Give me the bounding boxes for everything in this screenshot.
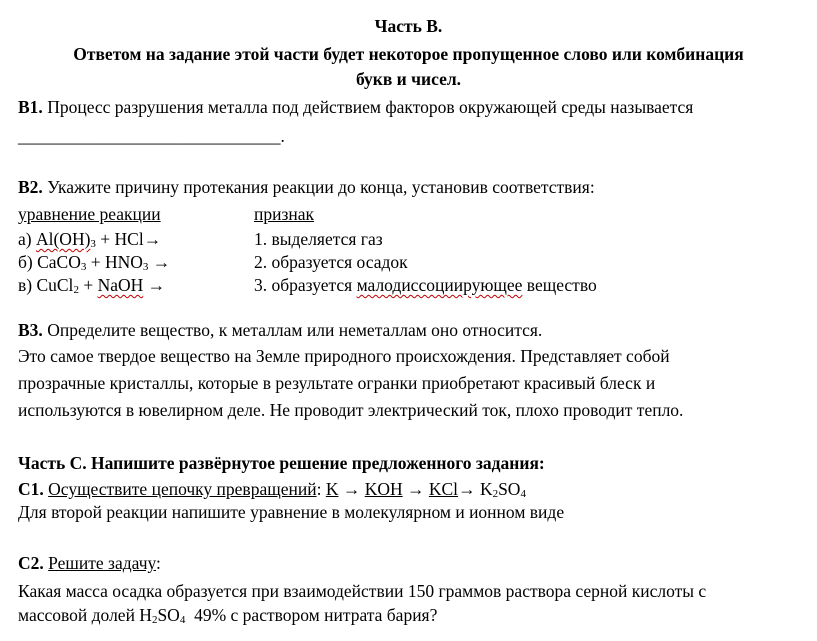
b2-row-b-equation: б) CaCO$_3$ + $HNO_3$ →: [18, 252, 171, 273]
b2-text: Укажите причину протекания реакции до конца, установив соответствия:: [42, 177, 595, 197]
b2-row-a-sign: 1. выделяется газ: [254, 229, 383, 249]
c2-label: С2.: [18, 553, 44, 573]
b2-header-row: [18, 204, 798, 224]
b2-row-a-equation: а) $Al(OH)_3 + HCl\to$: [18, 229, 162, 250]
b2-question: [18, 177, 595, 197]
b1-answer-blank: ______________________________.: [18, 126, 285, 146]
c1-chain-kcl: KCl: [428, 479, 459, 499]
b2-row-c: [18, 275, 798, 295]
c2-problem-line1: Какая масса осадка образуется при взаимодействии 150 граммов раствора серной кислоты с: [18, 581, 707, 601]
part-b-instruction-line1: Ответом на задание этой части будет некоторое пропущенное слово или комбинация: [73, 44, 744, 64]
b2-row-a: [18, 229, 798, 249]
c2-task: Решите задачу: [48, 553, 157, 573]
b3-paragraph-line2: прозрачные кристаллы, которые в результате огранки приобретают красивый блеск и: [18, 373, 656, 393]
part-c-title: Часть С. Напишите развёрнутое решение предложенного задания:: [18, 453, 545, 473]
c2-question: С2. Решите задачу:: [18, 553, 161, 573]
b2-column-sign: признак: [254, 204, 315, 224]
b1-text: Процесс разрушения металла под действием факторов окружающей среды называется: [42, 97, 694, 117]
c1-note: Для второй реакции напишите уравнение в молекулярном и ионном виде: [18, 502, 565, 522]
b2-row-b-sign: 2. образуется осадок: [254, 252, 408, 272]
b2-column-equation: уравнение реакции: [18, 204, 161, 224]
b3-paragraph-line3: используются в ювелирном деле. Не проводит электрический ток, плохо проводит тепло.: [18, 400, 684, 420]
c1-label: С1.: [18, 479, 44, 499]
b3-label: В3.: [18, 320, 43, 340]
b1-question: [18, 97, 693, 117]
b2-row-c-sign: 3. образуется малодиссоциирующее вещество: [254, 275, 597, 295]
c1-question: С1. Осуществите цепочку превращений: K → KOH → $KCl\to K_2SO_4$: [18, 479, 526, 500]
c1-chain-k: K: [325, 479, 339, 499]
c2-problem-line2: массовой долей $H_2SO_4$ 49% с раствором нитрата бария?: [18, 605, 438, 626]
c1-task: Осуществите цепочку превращений: [48, 479, 317, 499]
b2-label: В2.: [18, 177, 43, 197]
b2-row-b: [18, 252, 798, 272]
b3-paragraph-line1: Это самое твердое вещество на Земле природного происхождения. Представляет собой: [18, 346, 670, 366]
c1-chain-koh: KOH: [364, 479, 403, 499]
part-b-title: Часть В.: [374, 16, 443, 36]
b3-text: Определите вещество, к металлам или неметаллам оно относится.: [42, 320, 543, 340]
part-b-instruction-line2: букв и чисел.: [355, 69, 462, 89]
b1-label: В1.: [18, 97, 43, 117]
b2-row-c-equation: в) CuCl$_2$ + NaOH →: [18, 275, 166, 296]
b3-question: [18, 320, 542, 340]
